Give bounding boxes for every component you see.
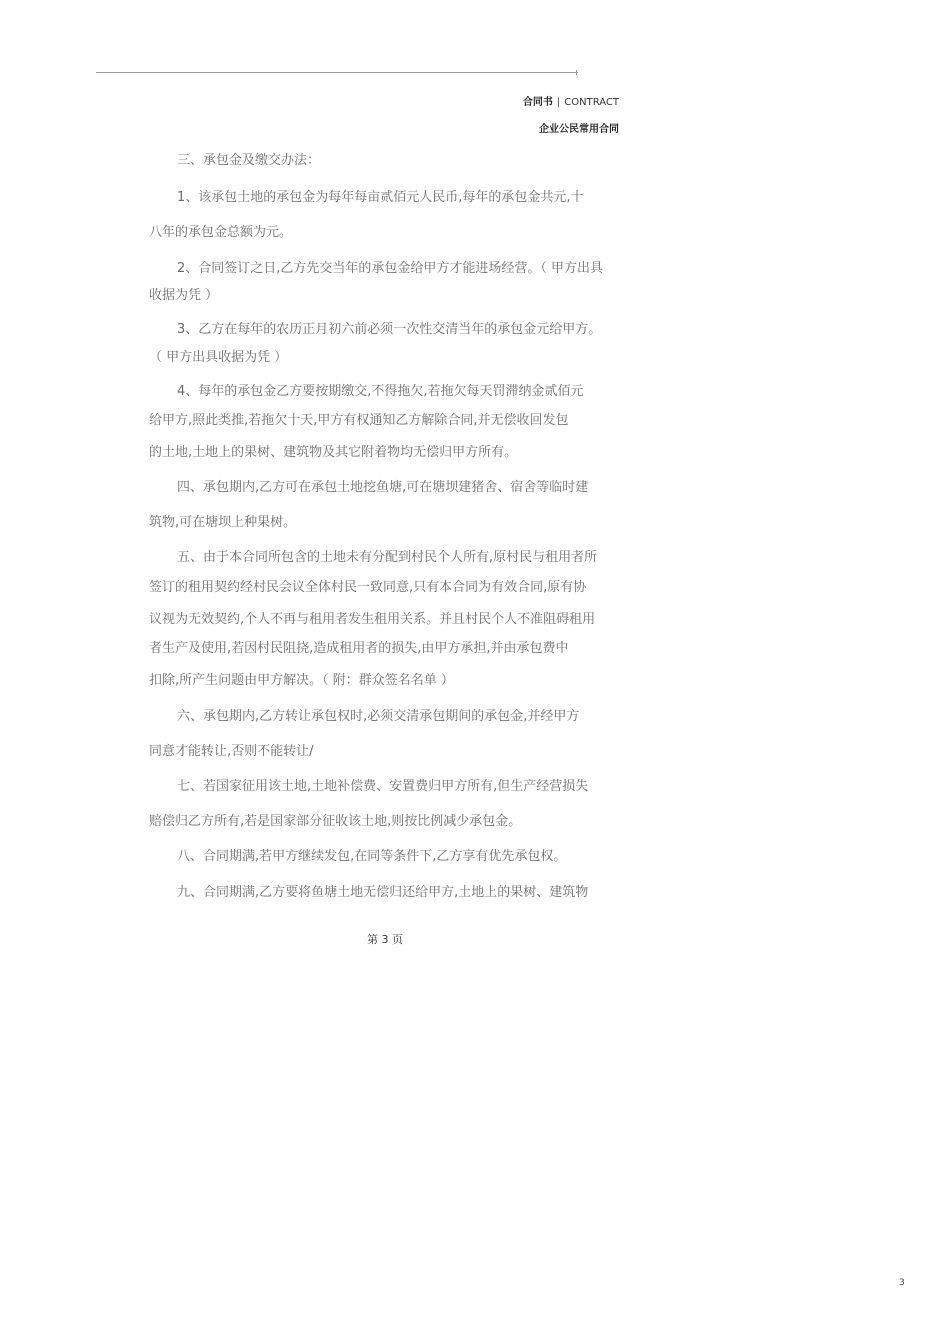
page-footer-label: 第 3 页 xyxy=(367,933,403,946)
body-line: 六、承包期内,乙方转让承包权时,必须交清承包期间的承包金,并经甲方 xyxy=(177,709,580,724)
body-line: 八年的承包金总额为元。 xyxy=(149,225,293,240)
header-subtitle: 企业公民常用合同 xyxy=(539,124,619,135)
body-line: 四、承包期内,乙方可在承包土地挖鱼塘,可在塘坝建猪舍、宿舍等临时建 xyxy=(177,480,589,495)
body-line: 4、每年的承包金乙方要按期缴交,不得拖欠,若拖欠每天罚滞纳金贰佰元 xyxy=(177,384,584,399)
section-heading-payment: 三、承包金及缴交办法： xyxy=(177,153,321,168)
body-line: 的土地,土地上的果树、建筑物及其它附着物均无偿归甲方所有。 xyxy=(149,445,518,460)
header-rule xyxy=(96,72,578,73)
body-line: 扣除,所产生问题由甲方解决。（ 附：群众签名名单 ） xyxy=(149,673,454,688)
body-line: 者生产及使用,若因村民阻挠,造成租用者的损失,由甲方承担,并由承包费中 xyxy=(149,641,569,656)
header-rule-tick xyxy=(576,70,577,75)
body-line: 同意才能转让,否则不能转让/ xyxy=(149,744,314,759)
header-title-zh: 合同书 xyxy=(522,97,553,108)
body-line: 收据为凭 ） xyxy=(149,288,219,303)
body-line: 七、若国家征用该土地,土地补偿费、安置费归甲方所有,但生产经营损失 xyxy=(177,779,589,794)
body-line: 1、该承包土地的承包金为每年每亩贰佰元人民币,每年的承包金共元,十 xyxy=(177,190,584,205)
header-title-en: CONTRACT xyxy=(564,97,619,108)
body-line: 签订的租用契约经村民会议全体村民一致同意,只有本合同为有效合同,原有协 xyxy=(149,580,587,595)
body-line: 2、合同签订之日,乙方先交当年的承包金给甲方才能进场经营。（ 甲方出具 xyxy=(177,261,604,276)
body-line: 五、由于本合同所包含的土地未有分配到村民个人所有,原村民与租用者所 xyxy=(177,550,598,565)
header-separator: | xyxy=(556,97,561,108)
page-number: 3 xyxy=(899,1278,905,1288)
body-line: 赔偿归乙方所有,若是国家部分征收该土地,则按比例减少承包金。 xyxy=(149,814,522,829)
body-line: 筑物,可在塘坝上种果树。 xyxy=(149,515,297,530)
body-line: 八、合同期满,若甲方继续发包,在同等条件下,乙方享有优先承包权。 xyxy=(177,849,567,864)
body-line: 议视为无效契约,个人不再与租用者发生租用关系。并且村民个人不准阻碍租用 xyxy=(149,612,596,627)
body-line: （ 甲方出具收据为凭 ） xyxy=(149,350,288,365)
body-line: 给甲方,照此类推,若拖欠十天,甲方有权通知乙方解除合同,并无偿收回发包 xyxy=(149,413,569,428)
body-line: 3、乙方在每年的农历正月初六前必须一次性交清当年的承包金元给甲方。 xyxy=(177,322,602,337)
body-line: 九、合同期满,乙方要将鱼塘土地无偿归还给甲方,土地上的果树、建筑物 xyxy=(177,885,589,900)
header-title xyxy=(523,93,619,108)
